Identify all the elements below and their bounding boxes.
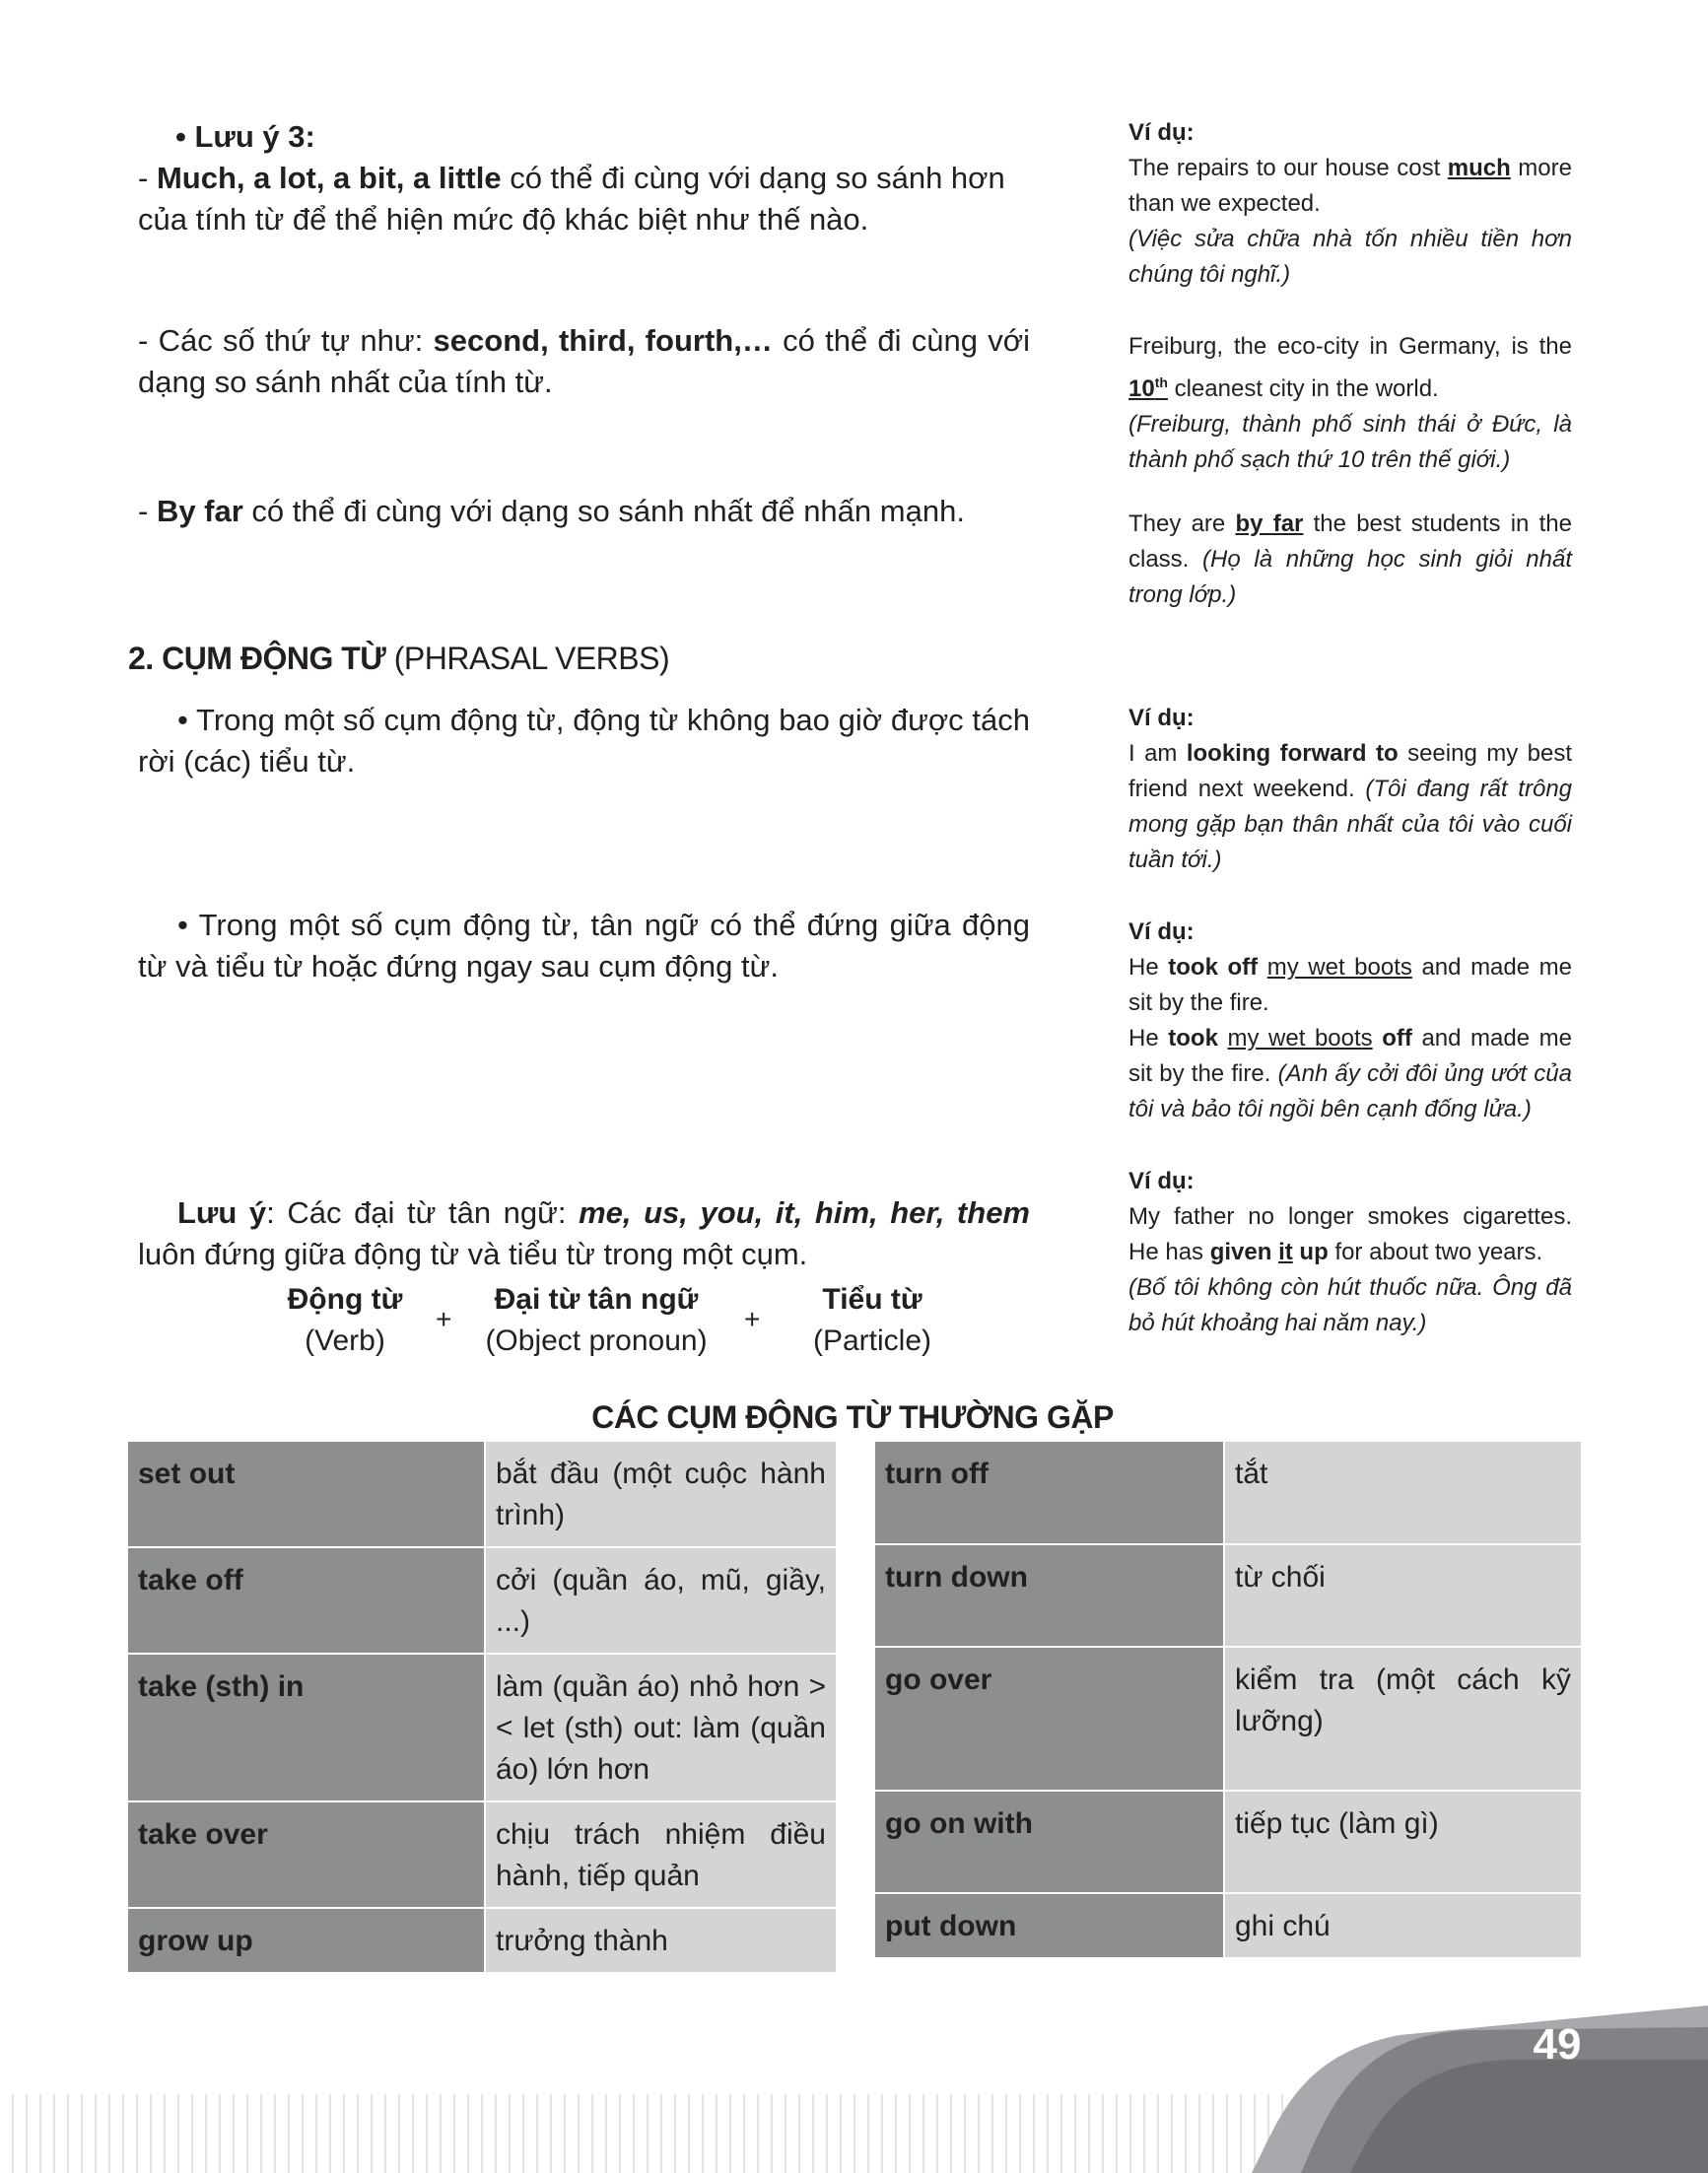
formula-gloss: (Object pronoun) [485, 1324, 708, 1357]
text: seeing my best friend next weekend. [1128, 740, 1572, 802]
text: The repairs to our house cost [1128, 155, 1448, 181]
note-object-pronoun [138, 1192, 1030, 1275]
meaning-cell: chịu trách nhiệm điều hành, tiếp quản [485, 1801, 836, 1908]
example-label: Ví dụ: [1128, 918, 1195, 945]
example-given-up [1128, 1164, 1572, 1341]
text: Freiburg, the eco-city in Germany, is the [1128, 333, 1572, 360]
text: They are [1128, 510, 1236, 537]
text: - Các số thứ tự như: [138, 323, 434, 358]
table-row [875, 1791, 1581, 1893]
example-translation: (Freiburg, thành phố sinh thái ở Đức, là thành phố sạch thứ 10 trên thế giới.) [1128, 411, 1572, 473]
underlined-term: it [1278, 1239, 1293, 1265]
phrase-cell: turn down [875, 1544, 1224, 1647]
meaning-cell: kiểm tra (một cách kỹ lưỡng) [1224, 1647, 1581, 1791]
text: có thể đi cùng với dạng so sánh nhất để nhấn mạnh. [242, 494, 965, 528]
bold-term: Much, a lot, a bit, a little [156, 161, 502, 195]
formula-gloss: (Verb) [305, 1324, 385, 1357]
underlined-term: by far [1235, 510, 1304, 537]
bold-term: up [1292, 1239, 1329, 1265]
pronoun-list: me, us, you, it, him, her, them [579, 1195, 1030, 1230]
phrase-cell: take over [128, 1801, 485, 1908]
meaning-cell: ghi chú [1224, 1893, 1581, 1958]
phrase-cell: put down [875, 1893, 1224, 1958]
dash: - [138, 161, 157, 195]
table-title: CÁC CỤM ĐỘNG TỪ THƯỜNG GẶP [591, 1399, 1114, 1435]
bold-term: second, third, fourth,… [433, 323, 773, 358]
phrase-cell: grow up [128, 1908, 485, 1973]
formula-particle [784, 1279, 961, 1362]
meaning-cell: cởi (quần áo, mũ, giầy, ...) [485, 1547, 836, 1654]
note-by-far [138, 491, 1030, 532]
meaning-cell: trưởng thành [485, 1908, 836, 1973]
text: có thể đi cùng với dạng so sánh hơn của tính từ để thể hiện mức độ khác biệt như thế nào. [138, 161, 1005, 237]
phrase-cell: take (sth) in [128, 1654, 485, 1801]
table-row [128, 1547, 836, 1654]
text: cleanest city in the world. [1167, 375, 1439, 402]
bold-term: took off [1168, 954, 1259, 981]
example-by-far [1128, 507, 1572, 613]
formula-gloss: (Particle) [812, 1324, 931, 1357]
example-translation: (Bố tôi không còn hút thuốc nữa. Ông đã bỏ hút khoảng hai năm nay.) [1128, 1274, 1572, 1336]
plus-sign: + [436, 1304, 452, 1334]
bold-term: took [1168, 1025, 1218, 1052]
dash: - [138, 494, 157, 528]
example-sentence [1128, 329, 1572, 407]
underlined-term [1128, 375, 1168, 402]
formula-object-pronoun [473, 1279, 719, 1362]
example-sentence [1128, 151, 1572, 222]
example-much [1128, 115, 1572, 293]
phrase-cell: go over [875, 1647, 1224, 1791]
meaning-cell: tắt [1224, 1442, 1581, 1544]
example-looking-forward [1128, 701, 1572, 878]
text: the best students in the class. [1128, 510, 1572, 573]
text: for about two years. [1328, 1239, 1543, 1265]
formula-label: Động từ [287, 1283, 403, 1316]
example-sentence [1128, 736, 1572, 878]
table-row [128, 1442, 836, 1547]
text [1373, 1025, 1383, 1052]
heading-main: 2. CỤM ĐỘNG TỪ [128, 641, 386, 676]
phrase-cell: take off [128, 1547, 485, 1654]
phrase-cell: go on with [875, 1791, 1224, 1893]
text: He [1128, 954, 1169, 981]
example-translation: (Tôi đang rất trông mong gặp bạn thân nhất của tôi vào cuối tuần tới.) [1128, 776, 1573, 873]
bullet-inseparable: • Trong một số cụm động từ, động từ không bao giờ được tách rời (các) tiểu từ. [138, 703, 1030, 779]
note-ordinal [138, 320, 1030, 403]
bold-term: Lưu ý [177, 1195, 267, 1230]
structure-formula [177, 1279, 986, 1368]
text [1258, 954, 1267, 981]
example-sentence [1128, 1199, 1572, 1270]
ordinal-suffix: th [1154, 374, 1168, 390]
text: I am [1128, 740, 1187, 767]
phrase-cell: set out [128, 1442, 485, 1547]
underlined-term: my wet boots [1266, 954, 1412, 981]
meaning-cell: làm (quần áo) nhỏ hơn >< let (sth) out: làm (quần áo) lớn hơn [485, 1654, 836, 1801]
text: có thể đi cùng với dạng so sánh nhất của tính từ. [138, 323, 1031, 399]
text: more than we expected. [1128, 155, 1572, 217]
example-ordinal [1128, 329, 1572, 478]
text: luôn đứng giữa động từ và tiểu từ trong một cụm. [138, 1237, 808, 1271]
bold-term: off [1382, 1025, 1412, 1052]
underlined-term: my wet boots [1227, 1025, 1373, 1052]
table-row [128, 1801, 836, 1908]
table-row [875, 1544, 1581, 1647]
example-label: Ví dụ: [1128, 705, 1195, 731]
example-translation: (Họ là những học sinh giỏi nhất trong lớp.) [1128, 546, 1572, 608]
formula-verb [237, 1279, 453, 1362]
meaning-cell: bắt đầu (một cuộc hành trình) [485, 1442, 836, 1547]
underlined-term: much [1447, 155, 1511, 181]
bold-term: looking forward to [1186, 740, 1399, 767]
bullet-separable: • Trong một số cụm động từ, tân ngữ có thể đứng giữa động từ và tiểu từ hoặc đứng ngay sau cụm động từ. [138, 908, 1030, 984]
meaning-cell: tiếp tục (làm gì) [1224, 1791, 1581, 1893]
example-translation: (Anh ấy cởi đôi ủng ướt của tôi và bảo tôi ngồi bên cạnh đống lửa.) [1128, 1060, 1573, 1122]
example-label: Ví dụ: [1128, 119, 1195, 146]
plus-sign: + [744, 1304, 761, 1334]
note-much-alot [138, 158, 1030, 240]
formula-label: Tiểu từ [822, 1283, 922, 1316]
text: and made me sit by the fire. [1128, 1025, 1572, 1087]
text: He [1128, 1025, 1169, 1052]
bold-term: By far [156, 494, 243, 528]
meaning-cell: từ chối [1224, 1544, 1581, 1647]
example-translation: (Việc sửa chữa nhà tốn nhiều tiền hơn chúng tôi nghĩ.) [1128, 226, 1572, 288]
text: : Các đại từ tân ngữ: [266, 1195, 580, 1230]
formula-label: Đại từ tân ngữ [494, 1283, 699, 1316]
example-sentence-2 [1128, 1021, 1572, 1127]
table-row [875, 1442, 1581, 1544]
page-corner-wave-decoration [1212, 1996, 1708, 2173]
heading-sub: (PHRASAL VERBS) [385, 641, 670, 676]
example-took-off [1128, 915, 1572, 1127]
note3-title: • Lưu ý 3: [175, 119, 315, 154]
ordinal-number: 10 [1128, 375, 1155, 402]
section-heading-phrasal-verbs [128, 641, 669, 677]
table-row [875, 1647, 1581, 1791]
phrase-cell: turn off [875, 1442, 1224, 1544]
text: and made me sit by the fire. [1128, 954, 1573, 1016]
table-row [128, 1908, 836, 1973]
bold-term: given [1209, 1239, 1279, 1265]
example-label: Ví dụ: [1128, 1168, 1195, 1194]
text: My father no longer smokes cigarettes. He has [1128, 1203, 1572, 1265]
table-row [128, 1654, 836, 1801]
phrasal-verbs-table-right [875, 1442, 1581, 1959]
page-number: 49 [1533, 2020, 1582, 2069]
phrasal-verbs-table-left [128, 1442, 836, 1974]
example-sentence-1 [1128, 950, 1572, 1021]
table-row [875, 1893, 1581, 1958]
